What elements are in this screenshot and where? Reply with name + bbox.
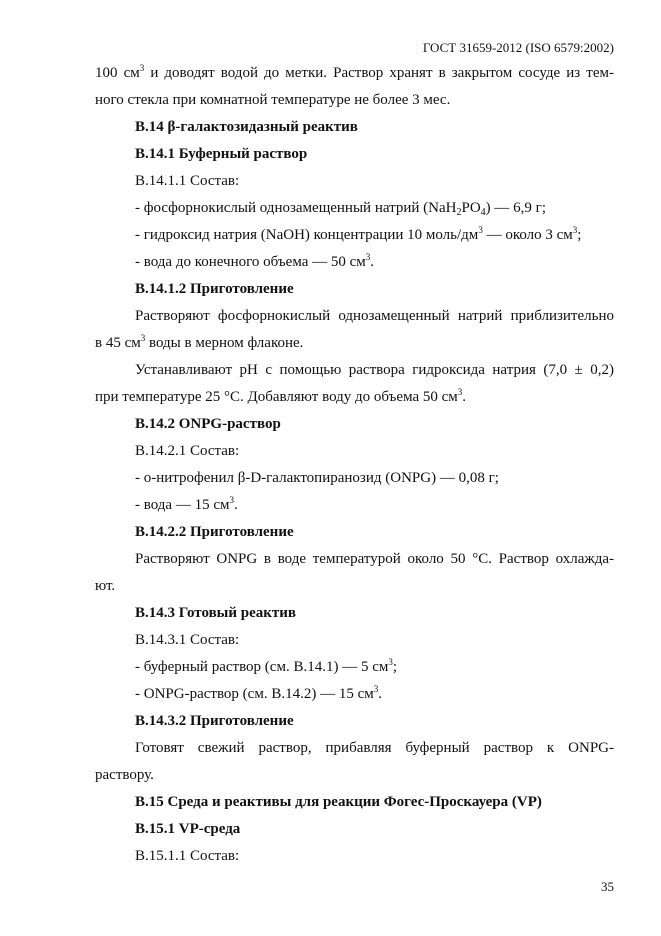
section-heading: В.14 β-галактозидазный реактив [135,119,358,135]
document-header: ГОСТ 31659-2012 (ISO 6579:2002) [422,40,614,55]
list-item: - вода — 15 $см^3$. [135,495,238,513]
text-line: Готовят свежий раствор, прибавляя буферный раствор к ONPG- [135,740,614,756]
list-item: - вода до конечного объема — 50 $см^3$. [135,252,375,270]
text-line: при температуре 25 °С. Добавляют воду до объема 50 $см^3$. [95,387,467,405]
list-item: - гидроксид натрия (NaOH) концентрации 10 моль/$дм^3$ — около 3 $см^3$; [135,225,582,243]
composition-label: В.14.3.1 Состав: [135,632,240,648]
subsection-heading: В.14.2 ONPG-раствор [135,416,281,432]
text-line: Растворяют ONPG в воде температурой около 50 °С. Раствор охлажда- [135,551,614,567]
composition-label: В.14.2.1 Состав: [135,443,240,459]
section-heading: В.15 Среда и реактивы для реакции Фогес-Проскауера (VP) [135,794,542,810]
text-line: Устанавливают pH с помощью раствора гидроксида натрия (7,0 ± 0,2) [135,362,614,378]
list-item: - о-нитрофенил β-D-галактопиранозид (ONPG) — 0,08 г; [135,470,499,486]
page-number: 35 [601,879,614,894]
composition-label: В.14.1.1 Состав: [135,173,240,189]
list-item: - фосфорнокислый однозамещенный натрий $(NaH_2PO_4)$ — 6,9 г; [135,200,546,218]
subsection-heading: В.14.2.2 Приготовление [135,524,294,540]
subsection-heading: В.14.1.2 Приготовление [135,281,294,297]
text-line: 100 $см^3$ и доводят водой до метки. Раствор хранят в закрытом сосуде из тем- [95,63,614,81]
list-item: - буферный раствор (см. В.14.1) — 5 $см^3$; [135,657,398,675]
composition-label: В.15.1.1 Состав: [135,848,240,864]
subsection-heading: В.15.1 VP-среда [135,821,241,837]
subsection-heading: В.14.1 Буферный раствор [135,146,308,162]
subsection-heading: В.14.3.2 Приготовление [135,713,294,729]
text-line: ют. [95,578,116,594]
subsection-heading: В.14.3 Готовый реактив [135,605,297,621]
text-line: ного стекла при комнатной температуре не более 3 мес. [95,92,451,108]
text-line: в 45 $см^3$ воды в мерном флаконе. [95,333,304,351]
text-line: раствору. [95,767,154,783]
text-line: Растворяют фосфорнокислый однозамещенный натрий приблизительно [135,308,614,324]
list-item: - ONPG-раствор (см. В.14.2) — 15 $см^3$. [135,684,382,702]
